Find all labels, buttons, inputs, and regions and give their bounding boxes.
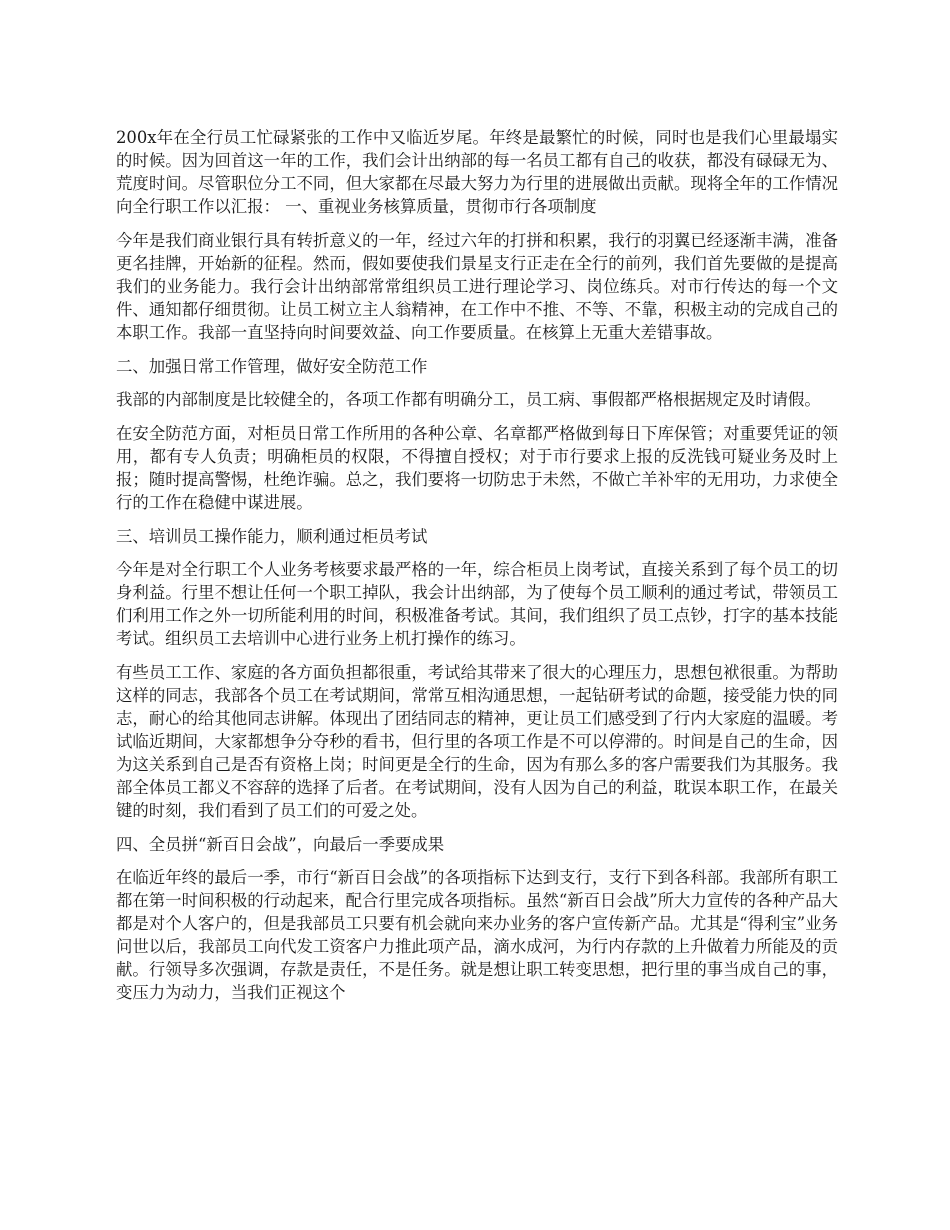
paragraph-intro: 200x年在全行员工忙碌紧张的工作中又临近岁尾。年终是最繁忙的时候，同时也是我们心里最塌实的时候。因为回首这一年的工作，我们会计出纳部的每一名员工都有自己的收获，都没有碌碌无为、荒度时间。尽管职位分工不同，但大家都在尽最大努力为行里的进展做出贡献。现将全年的工作情况向全行职工作以汇报： 一、重视业务核算质量，贯彻市行各项制度 xyxy=(116,128,838,216)
document-body xyxy=(116,126,838,1015)
paragraph-hundred-day-campaign: 在临近年终的最后一季，市行“新百日会战”的各项指标下达到支行，支行下到各科部。我部所有职工都在第一时间积极的行动起来，配合行里完成各项指标。虽然“新百日会战”所大力宣传的各种产品大都是对个人客户的，但是我部员工只要有机会就向来办业务的客户宣传新产品。尤其是“得利宝”业务问世以后，我部员工向代发工资客户力推此项产品，滴水成河，为行内存款的上升做着力所能及的贡献。行领导多次强调，存款是责任，不是任务。就是想让职工转变思想，把行里的事当成自己的事，变压力为动力，当我们正视这个 xyxy=(116,868,838,1002)
section-heading-2: 二、加强日常工作管理，做好安全防范工作 xyxy=(116,357,428,376)
paragraph-exam-support: 有些员工工作、家庭的各方面负担都很重，考试给其带来了很大的心理压力，思想包袱很重。为帮助这样的同志，我部各个员工在考试期间，常常互相沟通思想，一起钻研考试的命题，接受能力快的同志，耐心的给其他同志讲解。体现出了团结同志的精神，更让员工们感受到了行内大家庭的温暖。考试临近期间，大家都想争分夺秒的看书，但行里的各项工作是不可以停滞的。时间是自己的生命，因为这关系到自己是否有资格上岗；时间更是全行的生命，因为有那么多的客户需要我们为其服务。我部全体员工都义不容辞的选择了后者。在考试期间，没有人因为自己的利益，耽误本职工作，在最关键的时刻，我们看到了员工们的可爱之处。 xyxy=(116,663,838,820)
section-heading-4: 四、全员拼“新百日会战”，向最后一季要成果 xyxy=(116,835,445,854)
paragraph-security: 在安全防范方面，对柜员日常工作所用的各种公章、名章都严格做到每日下库保管；对重要凭证的领用，都有专人负责；明确柜员的权限，不得擅自授权；对于市行要求上报的反洗钱可疑业务及时上报；随时提高警惕，杜绝诈骗。总之，我们要将一切防忠于未然，不做亡羊补牢的无用功，力求使全行的工作在稳健中谋进展。 xyxy=(116,424,838,512)
paragraph-business-accounting: 今年是我们商业银行具有转折意义的一年，经过六年的打拼和积累，我行的羽翼已经逐渐丰满，准备更名挂牌，开始新的征程。然而，假如要使我们景星支行正走在全行的前列，我们首先要做的是提高我们的业务能力。我行会计出纳部常常组织员工进行理论学习、岗位练兵。对市行传达的每一个文件、通知都仔细贯彻。让员工树立主人翁精神，在工作中不推、不等、不靠，积极主动的完成自己的本职工作。我部一直坚持向时间要效益、向工作要质量。在核算上无重大差错事故。 xyxy=(116,231,838,342)
section-heading-3: 三、培训员工操作能力，顺利通过柜员考试 xyxy=(116,527,428,546)
paragraph-training: 今年是对全行职工个人业务考核要求最严格的一年，综合柜员上岗考试，直接关系到了每个员工的切身利益。行里不想让任何一个职工掉队，我会计出纳部，为了使每个员工顺利的通过考试，带领员工们利用工作之外一切所能利用的时间，积极准备考试。其间，我们组织了员工点钞，打字的基本技能考试。组织员工去培训中心进行业务上机打操作的练习。 xyxy=(116,560,838,648)
paragraph-internal-system: 我部的内部制度是比较健全的，各项工作都有明确分工，员工病、事假都严格根据规定及时请假。 xyxy=(116,390,821,409)
